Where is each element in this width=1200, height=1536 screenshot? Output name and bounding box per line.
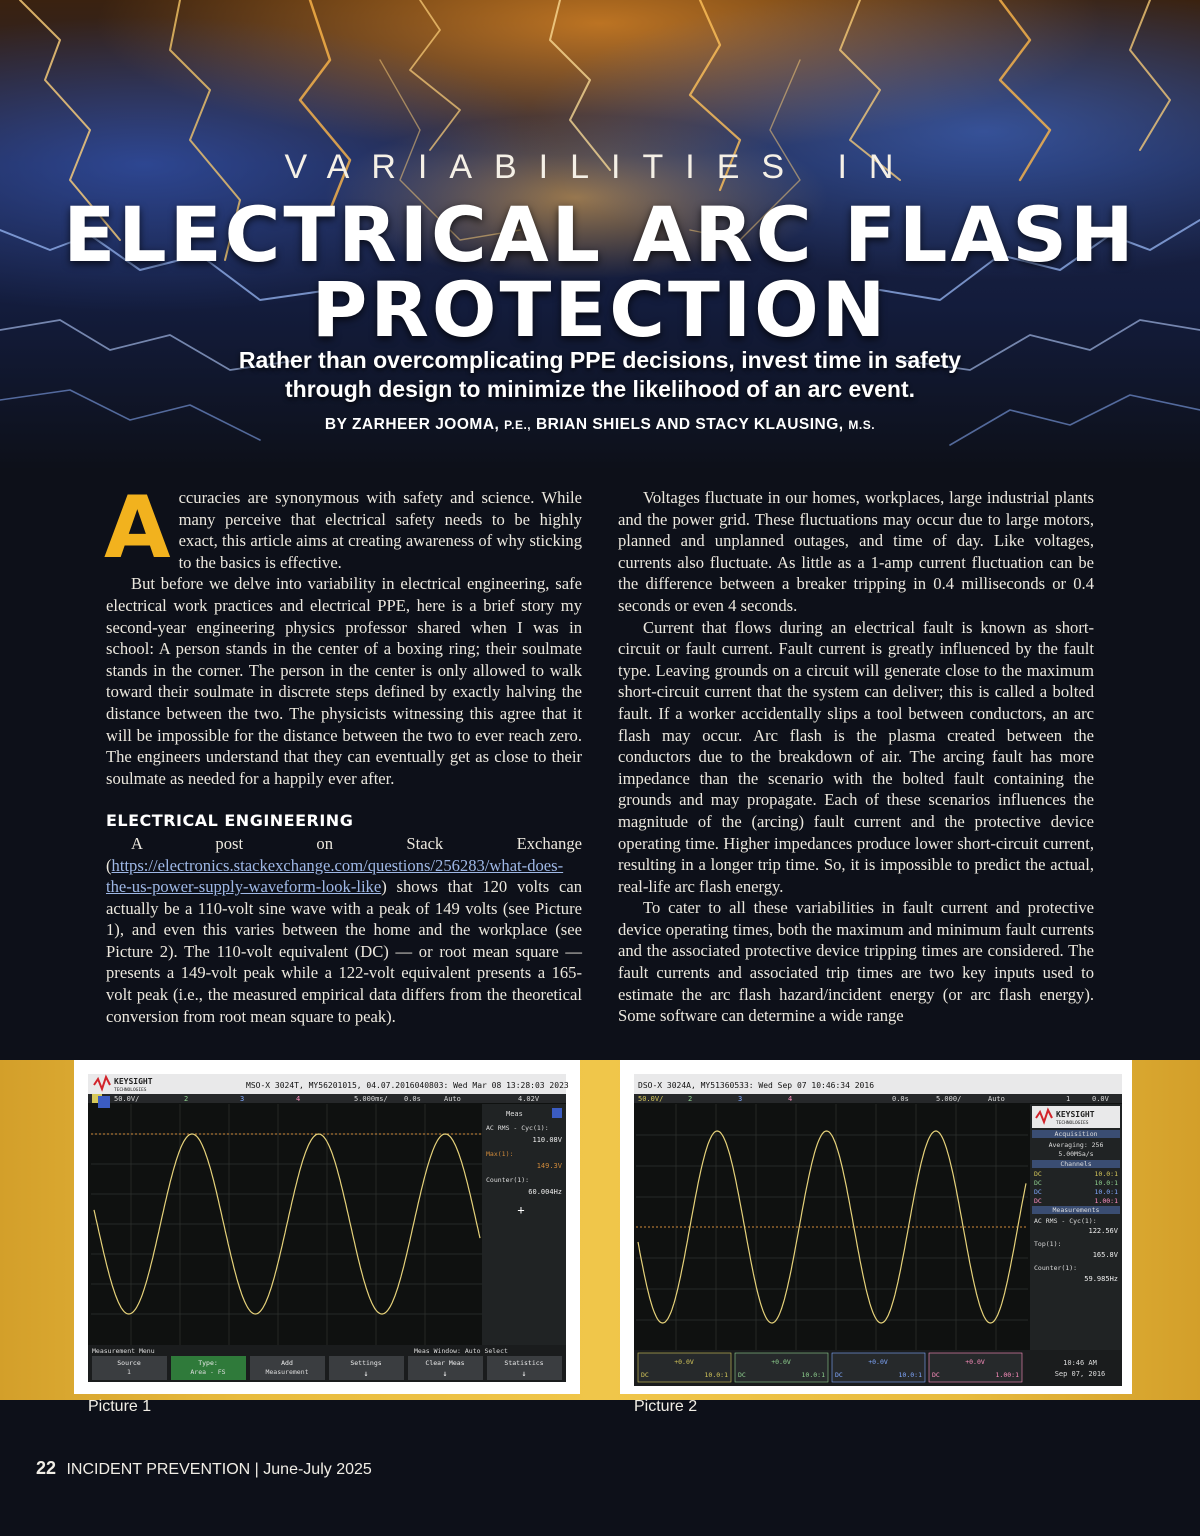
paragraph-6: To cater to all these variabilities in fault current and protective device operating times, both the maximum and minimum fault currents and the associated protective device tripping times are considered. The fault currents and associated trip times are two key inputs used to estimate the arc flash hazard/incident energy (or arc flash energy). Some software can determine a wide range (618, 898, 1094, 1026)
scope2-bottom-mode: DC (835, 1371, 843, 1379)
scope1-softkey-label: Clear Meas (425, 1359, 465, 1367)
scope2-bottom-offset: +0.0V (965, 1358, 985, 1366)
scope1-brand: KEYSIGHT (114, 1077, 153, 1086)
scope1-meas1-label: AC RMS - Cyc(1): (486, 1124, 549, 1132)
scope1-meas-icon[interactable] (552, 1108, 562, 1118)
scope1-softkey-label: Source (117, 1359, 141, 1367)
scope1-softkey-sublabel: Area - FS (190, 1368, 226, 1376)
byline-credential-1: P.E., (504, 418, 532, 432)
paragraph-2: But before we delve into variability in electrical engineering, safe electrical work practices and electrical PPE, here is a brief story my second-year engineering physics professor shared when I was in school: A person stands in the center of a boxing ring; their soulmate stands in the corner. The person in the center is only allowed to walk toward their soulmate in discrete steps defined by exactly halving the distance between the two. The physicists witnessing this agree that it will be impossible for the distance between the two to ever reach zero. The engineers understand that they can eventually get as close to their soulmate as needed for a happily ever after. (106, 574, 582, 788)
scope1-brand-sub: TECHNOLOGIES (114, 1088, 147, 1093)
scope1-ch2: 2 (184, 1095, 189, 1103)
article-deck (150, 346, 1050, 404)
scope2-channel-value: 10.0:1 (1094, 1188, 1118, 1196)
byline (0, 416, 1200, 434)
scope1-header: MSO-X 3024T, MY56201015, 04.07.2016040803: Wed Mar 08 13:28:03 2023 (246, 1081, 569, 1090)
scope1-time-offset: 0.0s (404, 1095, 421, 1103)
scope2-meas3-value: 59.985Hz (1084, 1275, 1118, 1283)
picture-1-frame (74, 1060, 580, 1394)
paragraph-3-before: A post on Stack Exchange ( (106, 833, 582, 875)
scope2-bottom-offset: +0.0V (674, 1358, 694, 1366)
scope1-add-icon[interactable]: + (517, 1203, 525, 1217)
scope2-meas-title: Measurements (1052, 1206, 1100, 1214)
scope2-trig-level: 0.0V (1092, 1095, 1109, 1103)
scope2-bottom-offset: +0.0V (868, 1358, 888, 1366)
scope2-ch3: 3 (738, 1095, 743, 1103)
scope2-bottom-value: 10.0:1 (801, 1371, 825, 1379)
page-footer (36, 1458, 372, 1479)
scope1-ch-scale: 50.0V/ (114, 1095, 140, 1103)
scope1-ch4: 4 (296, 1095, 301, 1103)
scope2-brand: KEYSIGHT (1056, 1110, 1095, 1119)
oscilloscope-2 (620, 1060, 1132, 1394)
scope1-meas1-value: 110.08V (532, 1136, 562, 1144)
scope2-acq-title: Acquisition (1054, 1130, 1098, 1138)
scope2-bottom-offset: +0.0V (771, 1358, 791, 1366)
footer-separator: | (254, 1461, 259, 1478)
scope2-acq-line2: 5.00MSa/s (1058, 1150, 1094, 1158)
scope2-bottom-mode: DC (641, 1371, 649, 1379)
page-number: 22 (36, 1458, 57, 1478)
scope2-trig-ch: 1 (1066, 1095, 1071, 1103)
scope1-trig-mode: Auto (444, 1095, 461, 1103)
scope1-meas2-value: 149.3V (536, 1162, 562, 1170)
scope1-softkey-arrow-icon: ↓ (521, 1369, 527, 1378)
scope2-ch-scale: 50.0V/ (638, 1095, 664, 1103)
article-kicker: VARIABILITIES IN (284, 148, 916, 186)
scope2-clock-date: Sep 07, 2016 (1054, 1370, 1106, 1378)
paragraph-4: Voltages fluctuate in our homes, workplaces, large industrial plants and the power grid. These fluctuations may occur due to large motors, planned and unplanned outages, and time of day. Like voltages, currents also fluctuate. As little as a 1-amp current fluctuation can be the difference between a breaker tripping in 0.4 milliseconds or 0.4 seconds or even 4 seconds. (618, 488, 1094, 615)
scope1-menu-right: Meas Window: Auto Select (414, 1347, 508, 1355)
scope2-time-scale: 5.000/ (936, 1095, 962, 1103)
byline-credential-2: M.S. (848, 418, 876, 432)
section-heading: ELECTRICAL ENGINEERING (106, 811, 354, 831)
scope1-meas3-label: Counter(1): (486, 1176, 530, 1184)
scope2-ch4: 4 (788, 1095, 793, 1103)
paragraph-3-after: ) shows that 120 volts can actually be a 110-volt sine wave with a peak of 149 volts (see Picture 1), and even this varies between the home and the workplace (see Picture 2). The 110-volt equivalent (DC) — or root mean square — presents a 149-volt peak while a 122-volt equivalent presents a 165-volt peak (i.e., the measured empirical data differs from the theoretical conversion from root mean square to peak). (106, 877, 582, 1026)
scope1-meas2-label: Max(1): (486, 1150, 514, 1158)
scope1-softkey-sublabel: Measurement (265, 1368, 309, 1376)
byline-mid: BRIAN SHIELS AND STACY KLAUSING, (535, 416, 844, 433)
paragraph-5: Current that flows during an electrical fault is known as short-circuit or fault current. Fault current is greatly influenced by the fault type. Leaving grounds on a circuit will generate close to the maximum short-circuit current that the system can deliver; this is called a bolted fault. If a worker accidentally slips a tool between conductors, an arc flash may occur. Arc flash is the plasma created between the conductors due to the breakdown of air. The arcing fault has more impedance than the scenario with the bolted fault containing the grounds and may propagate. Each of these scenarios influences the magnitude of the (arcing) fault current and the protective device operating time. Higher impedances produce lower short-circuit current, resulting in a longer trip time. So, it is impossible to predict the actual, real-life arc flash energy. (618, 617, 1094, 896)
scope1-time-scale: 5.000ms/ (354, 1095, 388, 1103)
scope2-trig-mode: Auto (988, 1095, 1005, 1103)
issue-date: June-July 2025 (263, 1461, 372, 1478)
paragraph-1 (104, 478, 582, 578)
scope1-softkey-arrow-icon: ↓ (363, 1369, 369, 1378)
scope2-acq-line1: Averaging: 256 (1048, 1141, 1104, 1149)
oscilloscope-1 (74, 1060, 580, 1394)
scope2-bottom-mode: DC (932, 1371, 940, 1379)
scope2-bottom-value: 1.00:1 (995, 1371, 1019, 1379)
deck-line2: through design to minimize the likelihood of an arc event. (284, 376, 915, 402)
scope1-meas3-value: 60.004Hz (528, 1188, 562, 1196)
picture-1-caption: Picture 1 (88, 1398, 152, 1415)
scope1-softkey-label: Settings (350, 1359, 382, 1367)
deck-line1: Rather than overcomplicating PPE decisions, invest time in safety (238, 347, 962, 373)
scope2-channel-value: 1.00:1 (1094, 1197, 1118, 1205)
scope2-meas2-label: Top(1): (1034, 1240, 1062, 1248)
scope2-bottom-mode: DC (738, 1371, 746, 1379)
scope2-meas1-value: 122.56V (1088, 1227, 1118, 1235)
scope2-meas2-value: 165.8V (1092, 1251, 1118, 1259)
scope2-bottom-value: 10.0:1 (704, 1371, 728, 1379)
scope1-trig-level: 4.02V (518, 1095, 540, 1103)
byline-prefix: BY ZARHEER JOOMA, (324, 416, 500, 433)
scope2-meas3-label: Counter(1): (1034, 1264, 1078, 1272)
picture-2-frame (620, 1060, 1132, 1394)
hero-banner (0, 0, 1200, 470)
scope2-channel-mode: DC (1034, 1188, 1042, 1196)
picture-2-caption: Picture 2 (634, 1398, 698, 1415)
publication-name: INCIDENT PREVENTION (66, 1461, 251, 1478)
scope1-ch3: 3 (240, 1095, 245, 1103)
scope2-clock-time: 10:46 AM (1063, 1359, 1097, 1367)
scope1-softkey-sublabel: 1 (127, 1368, 131, 1376)
scope1-menu-title: Measurement Menu (92, 1347, 155, 1355)
scope2-channel-value: 10.0:1 (1094, 1170, 1118, 1178)
scope2-channel-mode: DC (1034, 1197, 1042, 1205)
stackexchange-link[interactable]: https://electronics.stackexchange.com/questions/256283/what-does-the-us-power-supply-waveform-look-like (106, 855, 564, 897)
scope1-softkey-label: Type: (198, 1359, 218, 1367)
scope1-menu-icon[interactable] (98, 1096, 110, 1108)
scope2-channel-value: 10.0:1 (1094, 1179, 1118, 1187)
scope2-header: DSO-X 3024A, MY51360533: Wed Sep 07 10:46:34 2016 (638, 1081, 875, 1090)
scope2-bottom-value: 10.0:1 (898, 1371, 922, 1379)
article-column-left (104, 478, 582, 1027)
scope2-meas1-label: AC RMS - Cyc(1): (1034, 1217, 1097, 1225)
paragraph-1-text: ccuracies are synonymous with safety and science. While many perceive that electrical safety needs to be highly exact, this article aims at creating awareness of why sticking to the basics is effective. (178, 488, 582, 572)
article-column-right (618, 487, 1094, 1027)
article-title-line2: PROTECTION (311, 265, 889, 354)
article-title-line1: ELECTRICAL ARC FLASH (63, 190, 1137, 279)
scope1-softkey-label: Add (281, 1359, 293, 1367)
scope1-softkey-arrow-icon: ↓ (442, 1369, 448, 1378)
scope2-ch2: 2 (688, 1095, 693, 1103)
scope1-meas-title: Meas (506, 1110, 523, 1118)
scope2-brand-sub: TECHNOLOGIES (1056, 1121, 1089, 1126)
drop-cap: A (104, 478, 171, 578)
scope2-channels-title: Channels (1060, 1160, 1092, 1168)
paragraph-3 (106, 833, 582, 1027)
scope2-channel-mode: DC (1034, 1179, 1042, 1187)
scope2-time-offset: 0.0s (892, 1095, 909, 1103)
scope1-softkey-label: Statistics (504, 1359, 544, 1367)
scope2-channel-mode: DC (1034, 1170, 1042, 1178)
